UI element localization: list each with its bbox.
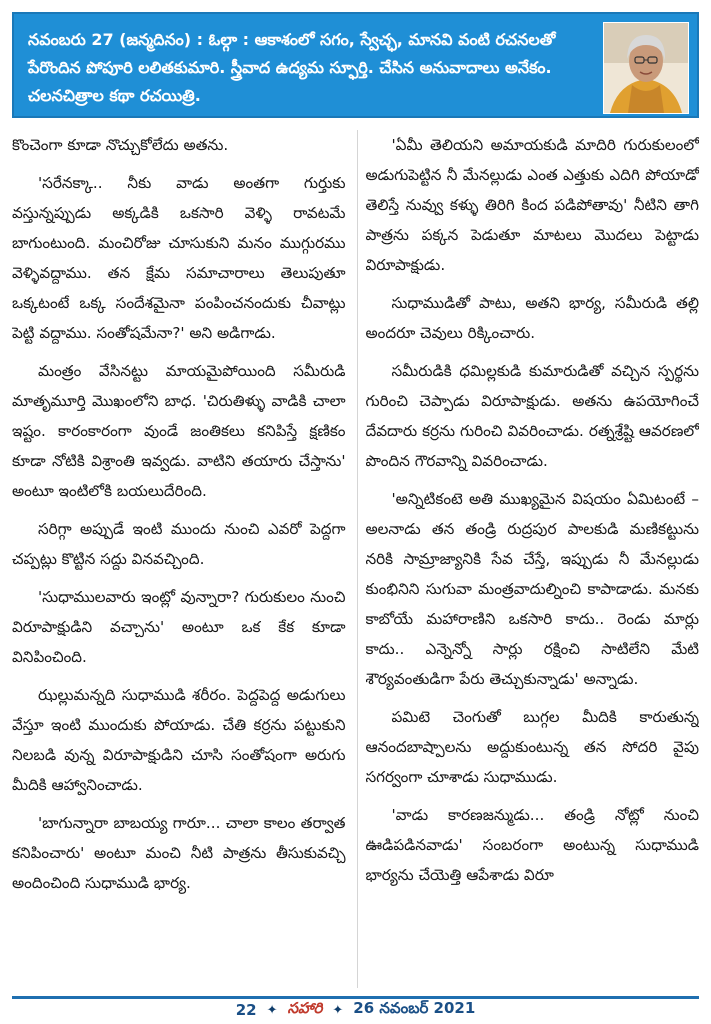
star-separator-icon: ✦: [332, 1002, 344, 1018]
star-separator-icon: ✦: [266, 1002, 278, 1018]
paragraph: 'అన్నిటికంటె అతి ముఖ్యమైన విషయం ఏమిటంటే – అలనాడు తన తండ్రి రుద్రపుర పాలకుడి మణికట్టును నరికి సామ్రాజ్యానికి సేవ చేస్తే, ఇప్పుడు నీ మేనల్లుడు కుంభినిని సుగువా మంత్రవాదుల్నించి కాపాడాడు. మనకు కాబోయే మహారాణిని ఒకసారి కాదు.. రెండు మార్లు కాదు.. ఎన్నెన్నో సార్లు రక్షించి సాటిలేని మేటి శౌర్యవంతుడిగా పేరు తెచ్చుకున్నాడు' అన్నాడు.: [365, 490, 699, 688]
page-number: 22: [235, 1001, 257, 1019]
paragraph: సరిగ్గా అప్పుడే ఇంటి ముందు నుంచి ఎవరో పెద్దగా చప్పట్లు కొట్టిన సద్దు వినవచ్చింది.: [12, 520, 346, 568]
paragraph: 'వాడు కారణజన్ముడు... తండ్రి నోట్లో నుంచి ఊడిపడినవాడు' సంబరంగా అంటున్న సుధాముడి భార్యను చేయెత్తి ఆపేశాడు విరూ: [365, 806, 699, 884]
paragraph: మంత్రం వేసినట్టు మాయమైపోయింది సమీరుడి మాతృమూర్తి మొఖంలోని బాధ. 'చిరుతిళ్ళు వాడికి చాలా ఇష్టం. కారంకారంగా వుండే జంతికలు కనిపిస్తే క్షణికం కూడా నోటికి విశ్రాంతి ఇవ్వడు. వాటిని తయారు చేస్తాను' అంటూ ఇంటిలోకి బయలుదేరింది.: [12, 362, 346, 500]
paragraph: పమిటె చెంగుతో బుగ్గల మీదికి కారుతున్న ఆనందబాష్పాలను అద్దుకుంటున్న తన సోదరి వైపు సగర్వంగా చూశాడు సుధాముడు.: [365, 708, 699, 786]
column-right: [366, 130, 700, 988]
page-footer: [12, 996, 699, 1021]
author-portrait-image: [604, 23, 688, 113]
author-banner: [12, 12, 699, 118]
banner-text: [28, 26, 606, 110]
magazine-name: సహారి: [287, 999, 323, 1017]
paragraph: 'సరేనక్కా.. నీకు వాడు అంతగా గుర్తుకు వస్తున్నప్పుడు అక్కడికి ఒకసారి వెళ్ళి రావటమే బాగుంటుంది. మంచిరోజు చూసుకుని మనం ముగ్గురము వెళ్ళివద్దాము. తన క్షేమ సమాచారాలు తెలుపుతూ ఒక్కటంటే ఒక్క సందేశమైనా పంపించనందుకు చీవాట్లు పెట్టి వద్దాము. సంతోషమేనా?' అని అడిగాడు.: [12, 174, 346, 342]
banner-body: ఆకాశంలో సగం, స్వేచ్ఛ, మానవి వంటి రచనలతో పేరొందిన పోపూరి లలితకుమారి. స్త్రీవాద ఉద్యమ స్ఫూర్తి. చేసిన అనువాదాలు అనేకం. చలనచిత్రాల కథా రచయిత్రి.: [28, 30, 556, 105]
issue-date: 26 నవంబర్ 2021: [353, 999, 476, 1017]
paragraph: సమీరుడికి ధమిల్లకుడి కుమారుడితో వచ్చిన స్పర్థను గురించి చెప్పాడు విరూపాక్షుడు. అతను ఉపయోగించే దేవదారు కర్రను గురించి వివరించాడు. రత్నశ్రేష్టి ఆవరణలో పొందిన గౌరవాన్ని వివరించాడు.: [365, 362, 699, 470]
column-divider: [357, 130, 358, 988]
banner-lead: నవంబరు 27 (జన్మదినం) : ఓల్గా :: [28, 30, 250, 49]
column-left: [12, 130, 346, 988]
paragraph: 'బాగున్నారా బాబయ్య గారూ... చాలా కాలం తర్వాత కనిపించారు' అంటూ మంచి నీటి పాత్రను తీసుకువచ్చి అందించింది సుధాముడి భార్య.: [12, 814, 346, 892]
paragraph: ఝల్లుమన్నది సుధాముడి శరీరం. పెద్దపెద్ద అడుగులు వేస్తూ ఇంటి ముందుకు పోయాడు. చేతి కర్రను పట్టుకుని నిలబడి వున్న విరూపాక్షుడిని చూసి సంతోషంగా అరుగు మీదికి ఆహ్వానించాడు.: [12, 686, 346, 794]
paragraph: 'సుధాములవారు ఇంట్లో వున్నారా? గురుకులం నుంచి విరూపాక్షుడిని వచ్చాను' అంటూ ఒక కేక కూడా వినిపించింది.: [12, 588, 346, 666]
paragraph: 'ఏమీ తెలియని అమాయకుడి మాదిరి గురుకులంలో అడుగుపెట్టిన నీ మేనల్లుడు ఎంత ఎత్తుకు ఎదిగి పోయాడో తెలిస్తే నువ్వు కళ్ళు తిరిగి కింద పడిపోతావు' నీటిని తాగి పాత్రను పక్కన పెడుతూ మాటలు మొదలు పెట్టాడు విరూపాక్షుడు.: [365, 136, 699, 274]
author-portrait: [603, 22, 689, 114]
paragraph: సుధాముడితో పాటు, అతని భార్య, సమీరుడి తల్లి అందరూ చెవులు రిక్కించారు.: [365, 294, 699, 342]
article-body: [12, 130, 699, 988]
paragraph: కొంచెంగా కూడా నొచ్చుకోలేదు అతను.: [12, 136, 229, 154]
